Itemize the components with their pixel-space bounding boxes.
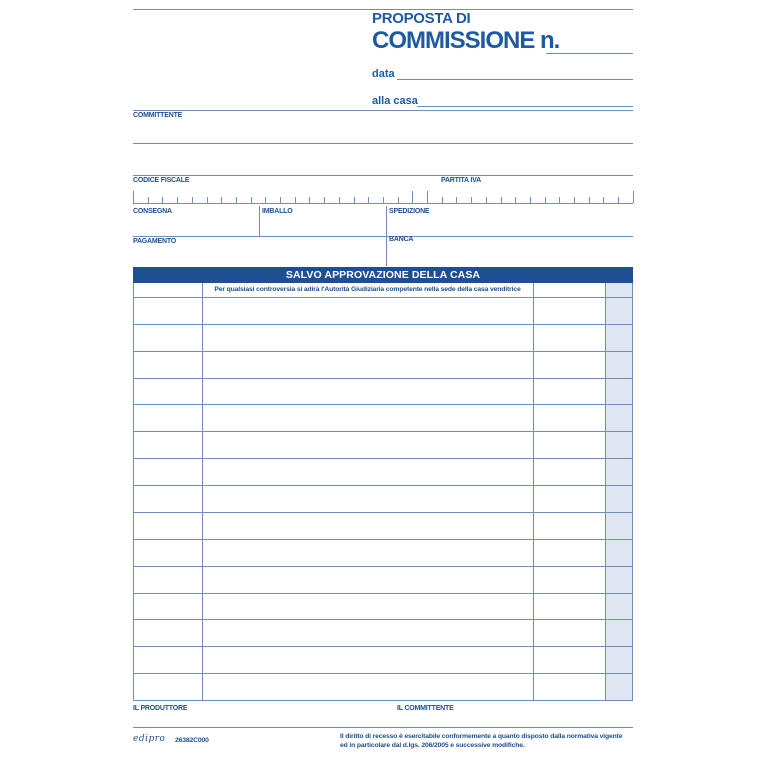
table-left-border <box>133 283 134 701</box>
table-col-divider-1 <box>202 283 203 701</box>
consegna-imballo-divider <box>259 206 260 236</box>
table-col-divider-3 <box>605 283 606 701</box>
signature-bottom-rule <box>133 727 633 728</box>
codice-fiscale-label: CODICE FISCALE <box>133 177 190 184</box>
produttore-signature-label: IL PRODUTTORE <box>133 705 188 712</box>
committente-label: COMMITTENTE <box>133 112 183 119</box>
number-field-line[interactable] <box>546 53 633 54</box>
form-title-line2: COMMISSIONE n. <box>372 27 560 54</box>
table-row[interactable] <box>133 619 633 620</box>
code-box-tick <box>412 191 413 203</box>
table-row[interactable] <box>133 485 633 486</box>
date-label: data <box>372 68 395 80</box>
table-row[interactable] <box>133 512 633 513</box>
legal-note-line1: Il diritto di recesso è esercitabile conformemente a quanto disposto dalla normativa vigente <box>340 733 623 740</box>
table-row[interactable] <box>133 458 633 459</box>
code-box-tick <box>633 191 634 203</box>
committente-field-line[interactable] <box>133 143 633 144</box>
casa-label: alla casa <box>372 95 418 107</box>
last-column-shade <box>605 283 633 701</box>
table-row[interactable] <box>133 646 633 647</box>
committente-signature-label: IL COMMITTENTE <box>397 705 454 712</box>
table-row[interactable] <box>133 378 633 379</box>
table-row[interactable] <box>133 673 633 674</box>
committente-top-rule <box>133 110 633 111</box>
partita-iva-label: PARTITA IVA <box>441 177 481 184</box>
table-row[interactable] <box>133 324 633 325</box>
consegna-label: CONSEGNA <box>133 208 172 215</box>
committente-bottom-rule <box>133 175 633 176</box>
table-header-rule <box>133 297 633 298</box>
table-row[interactable] <box>133 593 633 594</box>
table-row[interactable] <box>133 566 633 567</box>
spedizione-label: SPEDIZIONE <box>389 208 430 215</box>
table-row[interactable] <box>133 539 633 540</box>
table-row[interactable] <box>133 700 633 701</box>
product-code: 26382C000 <box>175 737 209 744</box>
table-right-border <box>632 283 633 701</box>
edipro-logo: edipro <box>133 734 166 744</box>
imballo-label: IMBALLO <box>262 208 293 215</box>
code-box-tick <box>133 191 134 203</box>
legal-note-line2: ed in particolare dal d.lgs. 206/2005 e successive modifiche. <box>340 742 525 749</box>
pagamento-label: PAGAMENTO <box>133 238 177 245</box>
banca-label: BANCA <box>389 236 414 243</box>
shipping-bottom-rule <box>133 236 633 237</box>
form-title-line1: PROPOSTA DI <box>372 10 471 27</box>
date-field-line[interactable] <box>397 79 633 80</box>
table-row[interactable] <box>133 431 633 432</box>
table-row[interactable] <box>133 404 633 405</box>
table-col-divider-2 <box>533 283 534 701</box>
table-row[interactable] <box>133 351 633 352</box>
fiscal-bottom-rule <box>133 203 633 204</box>
approval-banner: SALVO APPROVAZIONE DELLA CASA <box>133 267 633 283</box>
code-box-tick <box>427 191 428 203</box>
casa-field-line[interactable] <box>417 106 633 107</box>
jurisdiction-note: Per qualsiasi controversia si adirà l'Autorità Giudiziaria competente nella sede della casa venditrice <box>214 286 521 293</box>
